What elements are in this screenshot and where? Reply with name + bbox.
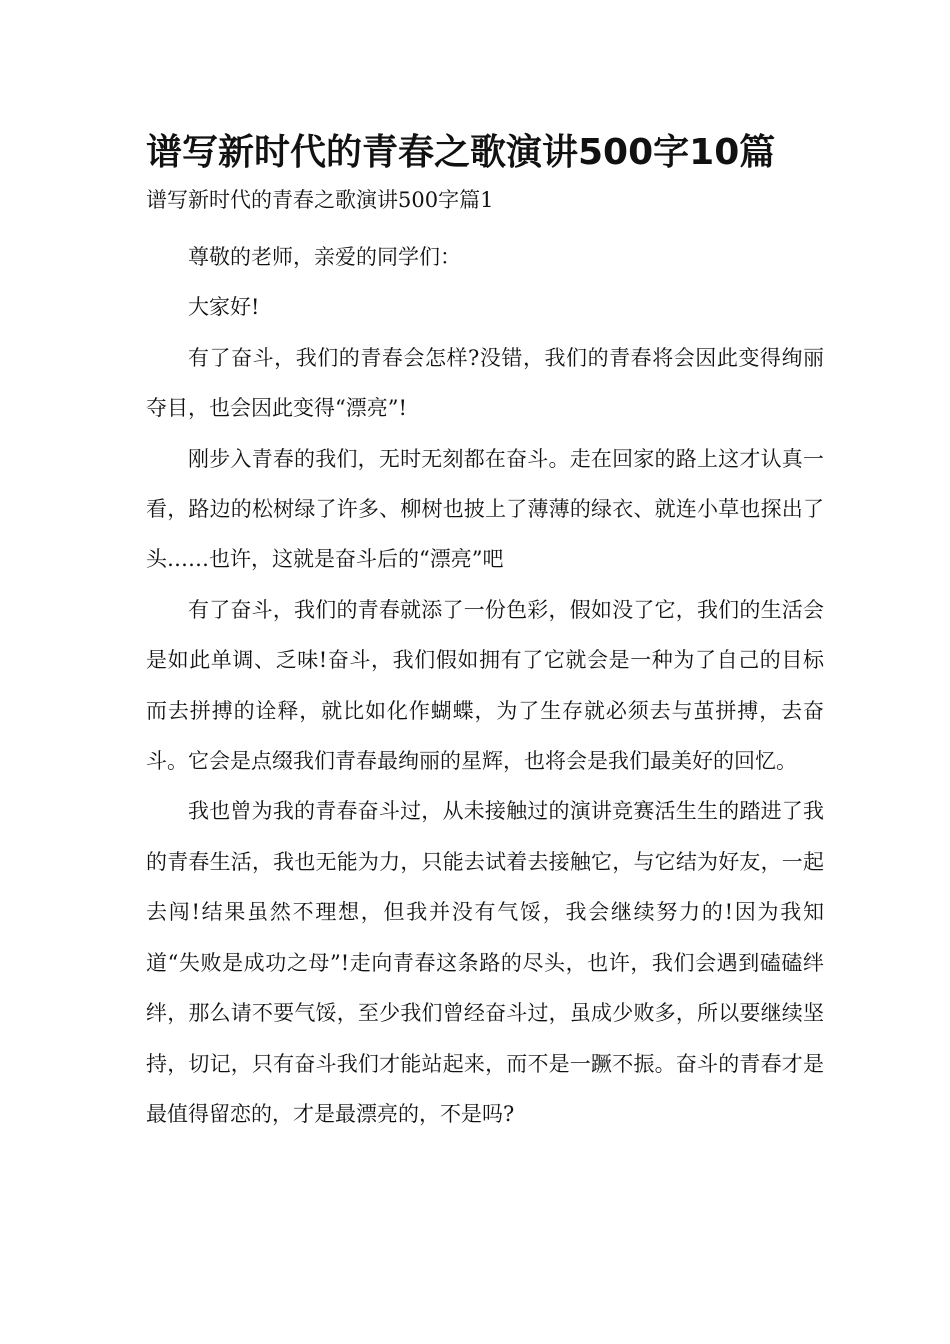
paragraph-4: 我也曾为我的青春奋斗过，从未接触过的演讲竞赛活生生的踏进了我的青春生活，我也无能为力，只能去试着去接触它，与它结为好友，一起去闯!结果虽然不理想，但我并没有气馁，我会继续努力的!因为我知道“失败是成功之母”!走向青春这条路的尽头，也许，我们会遇到磕磕绊绊，那么请不要气馁，至少我们曾经奋斗过，虽成少败多，所以要继续坚持，切记，只有奋斗我们才能站起来，而不是一蹶不振。奋斗的青春才是最值得留恋的，才是最漂亮的，不是吗? bbox=[146, 799, 824, 1126]
paragraph-1: 有了奋斗，我们的青春会怎样?没错，我们的青春将会因此变得绚丽夺目，也会因此变得“漂亮”! bbox=[146, 345, 824, 421]
paragraph-2: 刚步入青春的我们，无时无刻都在奋斗。走在回家的路上这才认真一看，路边的松树绿了许多、柳树也披上了薄薄的绿衣、就连小草也探出了头……也许，这就是奋斗后的“漂亮”吧 bbox=[146, 446, 824, 572]
document-title: 谱写新时代的青春之歌演讲500字10篇 bbox=[146, 132, 776, 173]
paragraph-3: 有了奋斗，我们的青春就添了一份色彩，假如没了它，我们的生活会是如此单调、乏味!奋斗，我们假如拥有了它就会是一种为了自己的目标而去拼搏的诠释，就比如化作蝴蝶，为了生存就必须去与茧拼搏，去奋斗。它会是点缀我们青春最绚丽的星辉，也将会是我们最美好的回忆。 bbox=[146, 597, 824, 774]
paragraph-greeting: 尊敬的老师，亲爱的同学们： bbox=[188, 245, 461, 269]
paragraph-hello: 大家好! bbox=[188, 295, 260, 320]
document-body bbox=[146, 232, 824, 1139]
section-heading: 谱写新时代的青春之歌演讲500字篇1 bbox=[146, 188, 494, 212]
